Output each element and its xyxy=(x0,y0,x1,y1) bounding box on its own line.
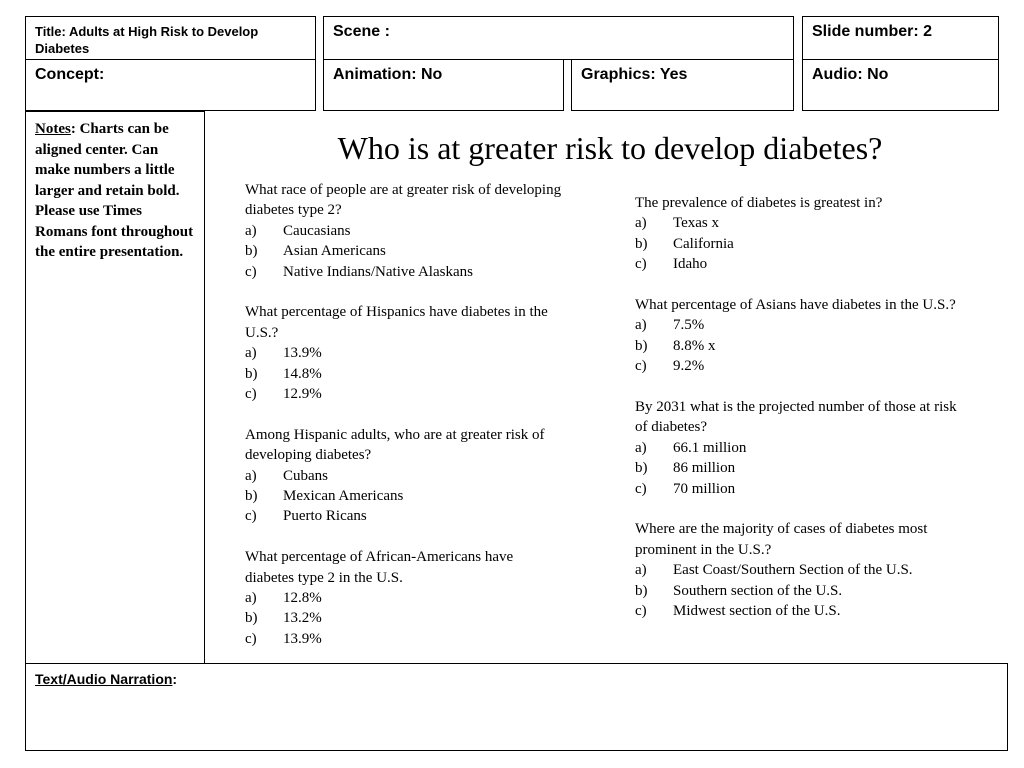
answer-option xyxy=(635,234,965,254)
option-text: 13.9% xyxy=(283,345,322,362)
audio-cell xyxy=(802,59,999,111)
option-letter: a) xyxy=(245,222,257,239)
right-question-column xyxy=(635,193,965,642)
option-text: Puerto Ricans xyxy=(283,508,367,525)
scene-label: Scene : xyxy=(333,23,390,40)
question-text: By 2031 what is the projected number of those at risk of diabetes? xyxy=(635,399,957,436)
option-letter: c) xyxy=(635,256,647,273)
answer-option xyxy=(635,581,965,601)
option-text: Cubans xyxy=(283,467,328,484)
quiz-question xyxy=(635,397,965,499)
option-letter: b) xyxy=(245,610,258,627)
option-letter: a) xyxy=(635,317,647,334)
quiz-question xyxy=(635,519,965,621)
question-text: What percentage of Hispanics have diabetes in the U.S.? xyxy=(245,304,548,341)
quiz-question xyxy=(245,547,565,649)
answer-option xyxy=(245,588,565,608)
option-text: 8.8% x xyxy=(673,337,716,354)
answer-option xyxy=(635,560,965,580)
option-letter: c) xyxy=(635,358,647,375)
answer-option xyxy=(245,262,565,282)
option-letter: a) xyxy=(245,345,257,362)
option-letter: b) xyxy=(245,243,258,260)
notes-panel xyxy=(25,111,205,665)
option-letter: a) xyxy=(245,467,257,484)
option-letter: a) xyxy=(245,590,257,607)
option-text: Midwest section of the U.S. xyxy=(673,603,841,620)
option-text: 13.2% xyxy=(283,610,322,627)
answer-option xyxy=(635,458,965,478)
option-letter: b) xyxy=(635,582,648,599)
scene-cell xyxy=(323,16,794,60)
answer-option xyxy=(245,384,565,404)
option-letter: a) xyxy=(635,439,647,456)
option-text: Native Indians/Native Alaskans xyxy=(283,263,473,280)
answer-option xyxy=(635,479,965,499)
option-letter: b) xyxy=(245,488,258,505)
graphics-cell xyxy=(571,59,794,111)
option-letter: b) xyxy=(635,337,648,354)
option-text: 12.8% xyxy=(283,590,322,607)
notes-text: : Charts can be aligned center. Can make numbers a little larger and retain bold. Please use Times Romans font throughout the entire presentation. xyxy=(35,121,194,260)
title-cell xyxy=(25,16,316,60)
option-letter: c) xyxy=(245,386,257,403)
slide-number-cell xyxy=(802,16,999,60)
concept-label: Concept: xyxy=(35,66,105,83)
option-text: Texas x xyxy=(673,215,720,232)
option-text: Mexican Americans xyxy=(283,488,404,505)
option-letter: a) xyxy=(635,562,647,579)
option-letter: b) xyxy=(635,460,648,477)
narration-box xyxy=(25,663,1008,751)
animation-label: Animation: No xyxy=(333,66,443,83)
question-text: The prevalence of diabetes is greatest in? xyxy=(635,195,883,211)
question-text: What percentage of African-Americans have diabetes type 2 in the U.S. xyxy=(245,549,514,586)
answer-option xyxy=(635,356,965,376)
option-letter: b) xyxy=(635,235,648,252)
answer-option xyxy=(245,486,565,506)
question-text: Among Hispanic adults, who are at greater risk of developing diabetes? xyxy=(245,426,545,464)
option-letter: a) xyxy=(635,215,647,232)
slide-number-label: Slide number: 2 xyxy=(812,23,933,40)
answer-option xyxy=(245,241,565,261)
question-text: What race of people are at greater risk of developing diabetes type 2? xyxy=(245,182,562,219)
answer-option xyxy=(245,629,565,649)
answer-option xyxy=(245,608,565,628)
option-letter: c) xyxy=(245,630,257,647)
graphics-label: Graphics: Yes xyxy=(581,66,688,83)
option-text: 66.1 million xyxy=(673,439,747,456)
answer-option xyxy=(635,601,965,621)
option-text: Asian Americans xyxy=(283,243,386,260)
option-text: 12.9% xyxy=(283,386,322,403)
question-text: What percentage of Asians have diabetes in the U.S.? xyxy=(635,297,956,314)
option-text: 7.5% xyxy=(673,317,705,334)
answer-option xyxy=(245,506,565,526)
audio-label: Audio: No xyxy=(812,66,889,83)
option-text: Southern section of the U.S. xyxy=(673,582,843,599)
answer-option xyxy=(245,466,565,486)
quiz-question xyxy=(635,295,965,377)
option-letter: c) xyxy=(635,480,647,497)
answer-option xyxy=(635,315,965,335)
option-text: Idaho xyxy=(673,256,708,273)
answer-option xyxy=(245,221,565,241)
option-text: 9.2% xyxy=(673,358,705,375)
concept-cell xyxy=(25,59,316,111)
option-text: California xyxy=(673,235,734,252)
option-letter: c) xyxy=(245,508,257,525)
storyboard-title: Title: Adults at High Risk to Develop Diabetes xyxy=(35,24,259,56)
narration-label: Text/Audio Narration xyxy=(35,671,173,687)
answer-option xyxy=(635,213,965,233)
option-letter: c) xyxy=(245,263,257,280)
answer-option xyxy=(635,438,965,458)
option-text: 70 million xyxy=(673,480,736,497)
notes-label: Notes xyxy=(35,121,71,137)
answer-option xyxy=(245,364,565,384)
option-text: Caucasians xyxy=(283,222,351,239)
question-text: Where are the majority of cases of diabetes most prominent in the U.S.? xyxy=(635,521,928,558)
option-text: East Coast/Southern Section of the U.S. xyxy=(673,562,913,579)
slide-title: Who is at greater risk to develop diabetes? xyxy=(337,130,883,166)
answer-option xyxy=(635,336,965,356)
option-letter: c) xyxy=(635,603,647,620)
left-question-column xyxy=(245,180,565,670)
narration-colon: : xyxy=(172,671,178,687)
animation-cell xyxy=(323,59,564,111)
quiz-question xyxy=(245,180,565,282)
quiz-question xyxy=(245,302,565,404)
option-text: 14.8% xyxy=(283,365,322,382)
quiz-question xyxy=(635,193,965,275)
option-text: 86 million xyxy=(673,460,736,477)
answer-option xyxy=(635,254,965,274)
quiz-question xyxy=(245,425,565,527)
answer-option xyxy=(245,343,565,363)
option-letter: b) xyxy=(245,365,258,382)
option-text: 13.9% xyxy=(283,630,322,647)
